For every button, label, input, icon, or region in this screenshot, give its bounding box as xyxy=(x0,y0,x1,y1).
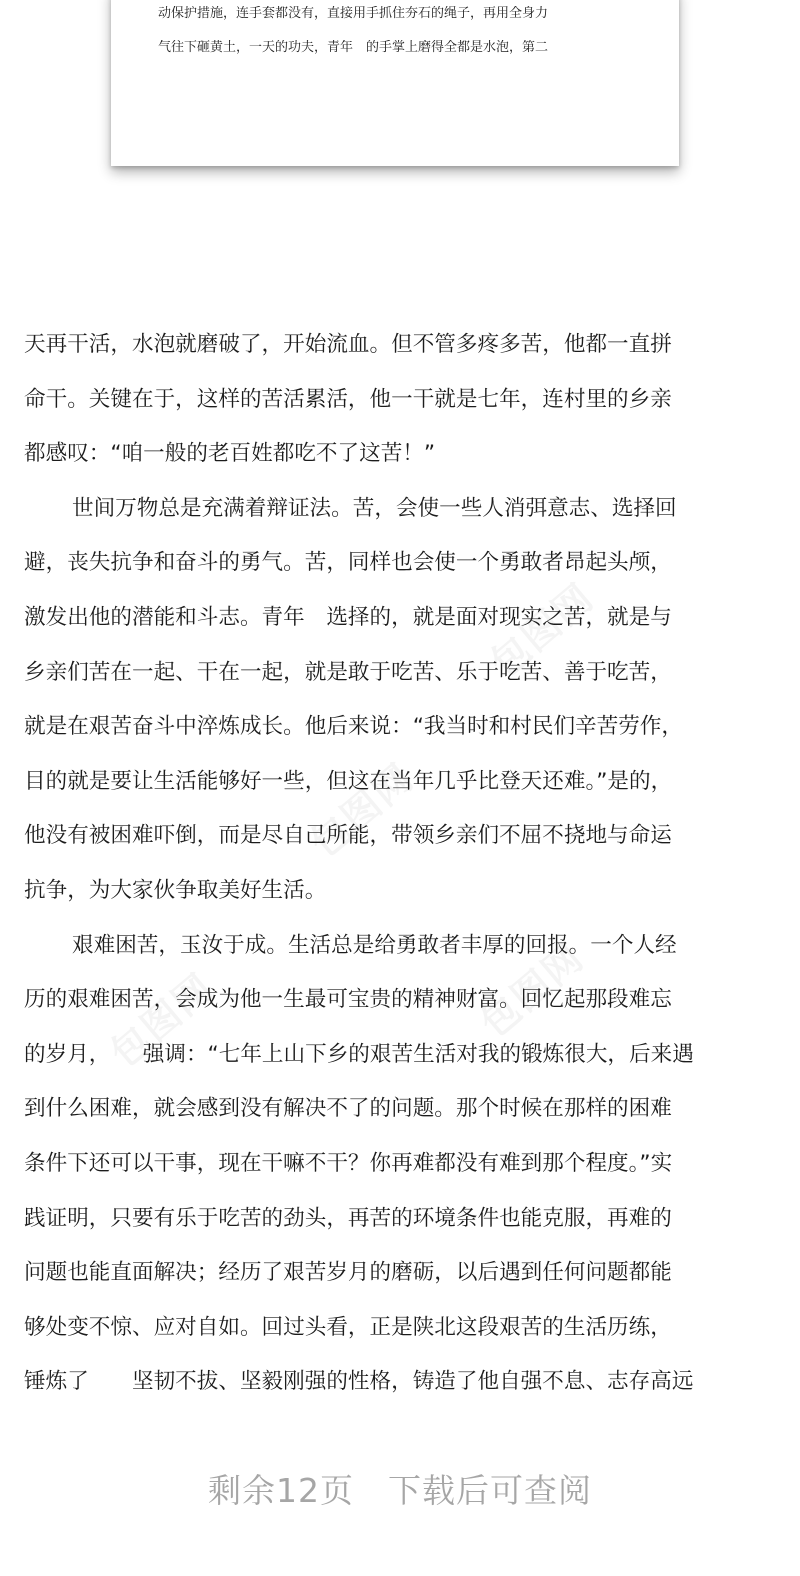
watermark: 包图网 xyxy=(302,754,423,866)
text-line: 都感叹：“咱一般的老百姓都吃不了这苦！” xyxy=(24,441,436,467)
watermark: 包图网 xyxy=(472,934,593,1046)
text-line: 他没有被困难吓倒，而是尽自己所能，带领乡亲们不屈不挠地与命运 xyxy=(24,823,672,849)
text-line: 历的艰难困苦，会成为他一生最可宝贵的精神财富。回忆起那段难忘 xyxy=(24,987,672,1013)
preview-line: 气往下砸黄土，一天的功夫，青年 的手掌上磨得全都是水泡，第二 xyxy=(158,40,549,55)
download-to-view-label[interactable]: 下载后可查阅 xyxy=(388,1471,592,1510)
download-prompt[interactable] xyxy=(0,1465,800,1512)
text-line: 锤炼了 坚韧不拔、坚毅刚强的性格，铸造了他自强不息、志存高远 xyxy=(24,1369,694,1395)
text-line: 命干。关键在于，这样的苦活累活，他一干就是七年，连村里的乡亲 xyxy=(24,386,672,412)
preview-line: 动保护措施，连手套都没有，直接用手抓住夯石的绳子，再用全身力 xyxy=(158,6,549,21)
text-line: 艰难困苦，玉汝于成。生活总是给勇敢者丰厚的回报。一个人经 xyxy=(72,932,677,958)
text-line: 就是在艰苦奋斗中淬炼成长。他后来说：“我当时和村民们辛苦劳作， xyxy=(24,714,684,740)
text-line: 践证明，只要有乐于吃苦的劲头，再苦的环境条件也能克服，再难的 xyxy=(24,1205,672,1231)
text-line: 够处变不惊、应对自如。回过头看，正是陕北这段艰苦的生活历练， xyxy=(24,1314,672,1340)
text-line: 到什么困难，就会感到没有解决不了的问题。那个时候在那样的困难 xyxy=(24,1096,672,1122)
remaining-pages-label: 剩余12页 xyxy=(208,1471,354,1510)
text-line: 抗争，为大家伙争取美好生活。 xyxy=(24,877,327,903)
text-line: 世间万物总是充满着辩证法。苦，会使一些人消弭意志、选择回 xyxy=(72,495,677,521)
article-body xyxy=(24,318,776,1410)
page-preview-card xyxy=(111,0,679,166)
text-line: 天再干活，水泡就磨破了，开始流血。但不管多疼多苦，他都一直拼 xyxy=(24,332,672,357)
watermark: 包图网 xyxy=(482,574,603,686)
text-line: 激发出他的潜能和斗志。青年 选择的，就是面对现实之苦，就是与 xyxy=(24,604,672,630)
watermark: 包图网 xyxy=(102,964,223,1076)
text-line: 问题也能直面解决；经历了艰苦岁月的磨砺，以后遇到任何问题都能 xyxy=(24,1260,672,1286)
text-line: 乡亲们苦在一起、干在一起，就是敢于吃苦、乐于吃苦、善于吃苦， xyxy=(24,659,672,685)
text-line: 的岁月， 强调：“七年上山下乡的艰苦生活对我的锻炼很大，后来遇 xyxy=(24,1041,694,1067)
text-line: 条件下还可以干事，现在干嘛不干？你再难都没有难到那个程度。”实 xyxy=(24,1150,673,1176)
text-line: 避，丧失抗争和奋斗的勇气。苦，同样也会使一个勇敢者昂起头颅， xyxy=(24,550,672,576)
text-line: 目的就是要让生活能够好一些，但这在当年几乎比登天还难。”是的， xyxy=(24,768,673,794)
